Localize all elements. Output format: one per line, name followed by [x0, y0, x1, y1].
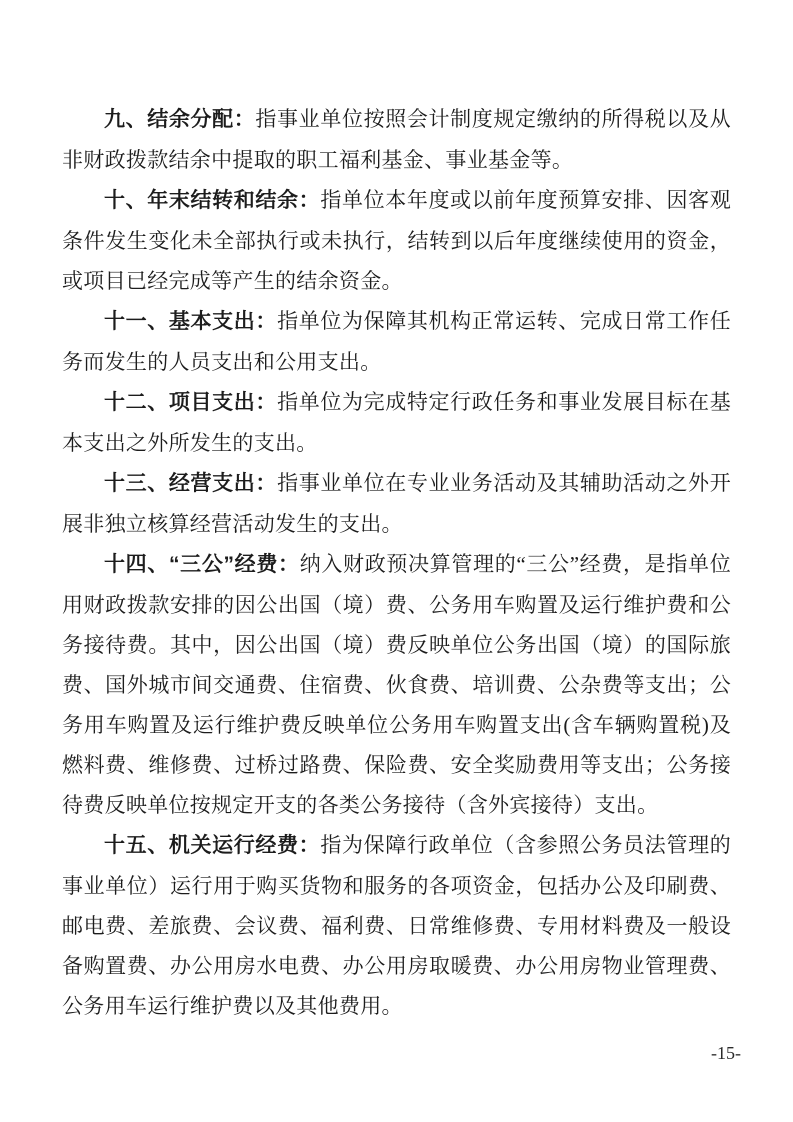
term-heading: 十二、项目支出： [104, 391, 278, 414]
term-definition: 纳入财政预决算管理的“三公”经费，是指单位用财政拨款安排的因公出国（境）费、公务用车购置及运行维护费和公务接待费。其中，因公出国（境）费反映单位公务出国（境）的国际旅费、国外城市间交通费、住宿费、伙食费、培训费、公杂费等支出；公务用车购置及运行维护费反映单位公务用车购置支出(含车辆购置税)及燃料费、维修费、过桥过路费、保险费、安全奖励费用等支出；公务接待费反映单位按规定开支的各类公务接待（含外宾接待）支出。 [62, 552, 731, 817]
term-definition: 指为保障行政单位（含参照公务员法管理的事业单位）运行用于购买货物和服务的各项资金，包括办公及印刷费、邮电费、差旅费、会议费、福利费、日常维修费、专用材料费及一般设备购置费、办公用房水电费、办公用房取暖费、办公用房物业管理费、公务用车运行维护费以及其他费用。 [62, 833, 732, 1018]
term-paragraph-xiangmuzhichu [62, 382, 731, 463]
term-paragraph-nianmojiezhuan [62, 180, 731, 301]
term-heading: 九、结余分配： [104, 108, 256, 131]
page-number: -15- [711, 1043, 741, 1063]
term-heading: 十五、机关运行经费： [104, 834, 321, 857]
term-definition: 指单位本年度或以前年度预算安排、因客观条件发生变化未全部执行或未执行，结转到以后年度继续使用的资金，或项目已经完成等产生的结余资金。 [62, 188, 732, 293]
term-paragraph-jingyingzhichu [62, 463, 731, 544]
term-definition: 指单位为完成特定行政任务和事业发展目标在基本支出之外所发生的支出。 [62, 390, 731, 455]
term-paragraph-jiguanyunxingjingfei [62, 825, 731, 1026]
term-heading: 十四、“三公”经费： [104, 553, 300, 576]
term-definition: 指单位为保障其机构正常运转、完成日常工作任务而发生的人员支出和公用支出。 [62, 309, 731, 374]
budget-terms-definitions [62, 99, 731, 1026]
term-paragraph-jieyufenpei [62, 99, 731, 180]
term-heading: 十三、经营支出： [104, 472, 278, 495]
term-definition: 指事业单位按照会计制度规定缴纳的所得税以及从非财政拨款结余中提取的职工福利基金、事业基金等。 [62, 107, 731, 172]
term-paragraph-jibenzhichu [62, 301, 731, 382]
term-heading: 十、年末结转和结余： [104, 189, 321, 212]
term-paragraph-sangongjingfei [62, 544, 731, 825]
term-heading: 十一、基本支出： [104, 310, 278, 333]
term-definition: 指事业单位在专业业务活动及其辅助活动之外开展非独立核算经营活动发生的支出。 [62, 471, 731, 536]
